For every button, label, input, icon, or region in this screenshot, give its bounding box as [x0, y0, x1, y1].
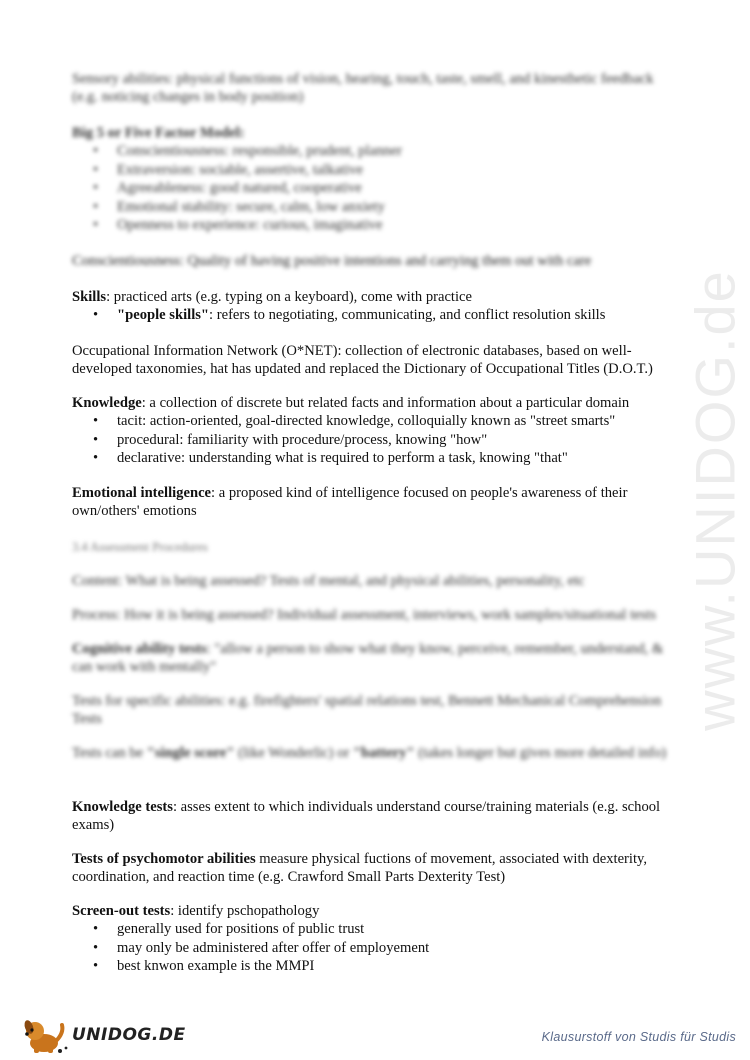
skills-section: [72, 288, 682, 325]
list-item: • Emotional stability: secure, calm, low anxiety: [72, 198, 682, 217]
screen-out-section: [72, 902, 682, 976]
big5-section: [72, 124, 682, 235]
psycho-term: Tests of psychomotor abilities: [72, 851, 256, 867]
skills-term: Skills: [72, 289, 107, 305]
ei-term: Emotional intelligence: [72, 485, 212, 501]
list-item: • tacit: action-oriented, goal-directed knowledge, colloquially known as "street smarts": [72, 412, 682, 431]
content-paragraph: Content: What is being assessed? Tests of mental, and physical abilities, personality, etc: [72, 573, 585, 589]
footer-tagline: Klausurstoff von Studis für Studis: [541, 1030, 736, 1044]
process-paragraph: Process: How it is being assessed? Individual assessment, interviews, work samples/situational tests: [72, 607, 657, 623]
score-paragraph: Tests can be "single score" (like Wonderlic) or "battery" (takes longer but gives more detailed info): [72, 745, 667, 761]
big5-list: [72, 142, 682, 235]
specific-abilities-paragraph: Tests for specific abilities: e.g. firefighters' spatial relations test, Bennett Mechanical Comprehension Tests: [72, 693, 662, 727]
list-item: • generally used for positions of public trust: [72, 920, 682, 939]
unidog-logo[interactable]: [20, 1015, 186, 1055]
dog-icon: [20, 1015, 70, 1055]
sensory-abilities-paragraph: Sensory abilities: physical functions of vision, hearing, touch, taste, smell, and kinesthetic feedback (e.g. noticing changes in body position): [72, 71, 654, 105]
psychomotor-paragraph: [72, 850, 682, 886]
conscientiousness-paragraph: Conscientiousness: Quality of having positive intentions and carrying them out with care: [72, 253, 592, 269]
knowledge-definition: : a collection of discrete but related facts and information about a particular domain: [141, 395, 630, 411]
skills-definition: : practiced arts (e.g. typing on a keyboard), come with practice: [106, 289, 472, 305]
list-item: • "people skills": refers to negotiating, communicating, and conflict resolution skills: [72, 306, 682, 325]
screen-term: Screen-out tests: [72, 903, 171, 919]
list-item: • Openness to experience: curious, imaginative: [72, 216, 682, 235]
cognitive-tests-paragraph: Cognitive ability tests: "allow a person to show what they know, perceive, remember, understand, & can work with mentally": [72, 641, 664, 675]
screen-definition: : identify pschopathology: [170, 903, 320, 919]
skills-list: [72, 306, 682, 325]
list-item: • Agreeableness: good natured, cooperative: [72, 179, 682, 198]
list-item: • best knwon example is the MMPI: [72, 957, 682, 976]
ei-definition: : a proposed kind of intelligence focused on people's awareness of their own/others' emotions: [72, 485, 628, 519]
watermark: www.UNIDOG.de: [683, 269, 747, 731]
ktests-term: Knowledge tests: [72, 799, 173, 815]
knowledge-section: [72, 394, 682, 468]
list-item: • Extraversion: sociable, assertive, talkative: [72, 161, 682, 180]
big5-title: Big 5 or Five Factor Model:: [72, 125, 245, 141]
screen-out-list: [72, 920, 682, 976]
list-item: • declarative: understanding what is required to perform a task, knowing "that": [72, 449, 682, 468]
emotional-intelligence-paragraph: [72, 484, 682, 520]
assessment-heading: 3.4 Assessment Procedures: [72, 540, 208, 554]
list-item: • Conscientiousness: responsible, prudent, planner: [72, 142, 682, 161]
ktests-definition: : asses extent to which individuals understand course/training materials (e.g. school exams): [72, 799, 661, 833]
list-item: • procedural: familiarity with procedure/process, knowing "how": [72, 431, 682, 450]
list-item: • may only be administered after offer of employement: [72, 939, 682, 958]
knowledge-term: Knowledge: [72, 395, 142, 411]
onet-paragraph: Occupational Information Network (O*NET): collection of electronic databases, based on well-developed taxonomies, hat has updated and replaced the Dictionary of Occupational Titles (D.O.T.): [72, 343, 653, 377]
psycho-definition: measure physical fuctions of movement, associated with dexterity, coordination, and reaction time (e.g. Crawford Small Parts Dexterity Test): [72, 851, 648, 885]
knowledge-list: [72, 412, 682, 468]
knowledge-tests-paragraph: [72, 798, 682, 834]
logo-text: UNIDOG.DE: [72, 1025, 186, 1045]
